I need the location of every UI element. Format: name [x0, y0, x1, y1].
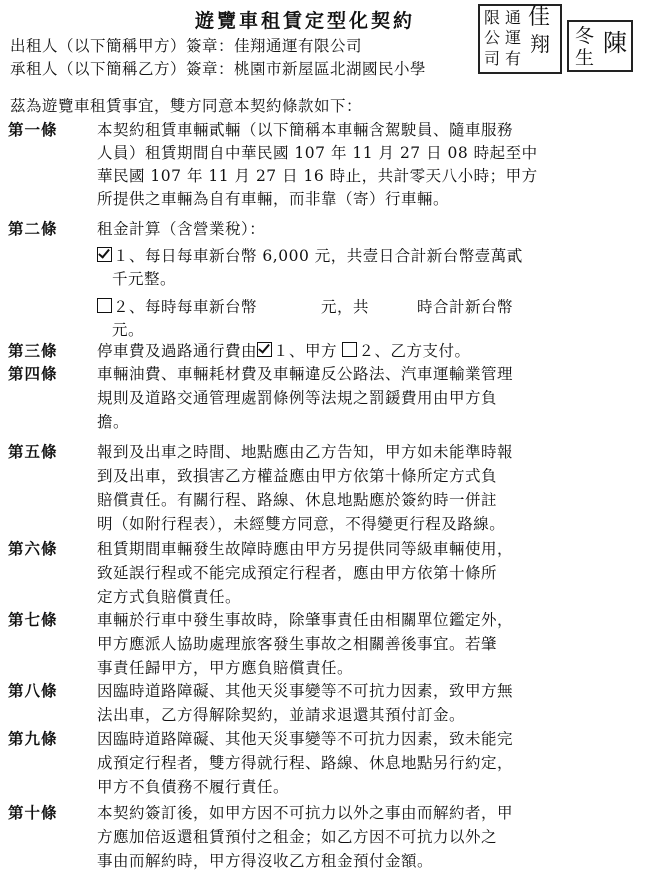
checkbox-hourly[interactable] [97, 298, 112, 313]
article-1-line: 人員）租賃期間自中華民國 107 年 11 月 27 日 08 時起至中 [97, 144, 538, 162]
article-10-label: 第十條 [8, 803, 58, 822]
article-5-line: 明（如附行程表），未經雙方同意，不得變更行程及路線。 [97, 515, 506, 533]
intro-text: 茲為遊覽車租賃事宜，雙方同意本契約條款如下： [10, 97, 363, 115]
article-2-option-2-cont: 元。 [112, 321, 145, 339]
article-3-line: 停車費及過路通行費由 １、甲方 ２、乙方支付。 [97, 342, 471, 360]
article-2-option-1: １、每日每車新台幣 6,000 元，共壹日合計新台幣壹萬貳 [97, 244, 523, 266]
article-2-label: 第二條 [8, 219, 58, 238]
article-3-label: 第三條 [8, 341, 58, 360]
article-9-line: 成預定行程者，雙方得就行程、路線、休息地點另行約定， [97, 754, 514, 772]
article-4-line: 擔。 [97, 413, 130, 431]
article-2-line: 租金計算（含營業稅）： [97, 220, 266, 238]
article-6-line: 租賃期間車輛發生故障時應由甲方另提供同等級車輛使用， [97, 540, 514, 558]
checkbox-lessor-pays-checked[interactable] [257, 342, 272, 357]
article-5-line: 賠償責任。有關行程、路線、休息地點應於簽約時一併註 [97, 491, 498, 509]
article-7-line: 車輛於行車中發生事故時，除肇事責任由相關單位鑑定外， [97, 611, 514, 629]
article-8-line: 因臨時道路障礙、其他天災事變等不可抗力因素，致甲方無 [97, 682, 514, 700]
article-4-line: 規則及道路交通管理處罰條例等法規之罰鍰費用由甲方負 [97, 389, 498, 407]
article-4-line: 車輛油費、車輛耗材費及車輛違反公路法、汽車運輸業管理 [97, 365, 514, 383]
article-10-line: 本契約簽訂後，如甲方因不可抗力以外之事由而解約者，甲 [97, 804, 514, 822]
article-9-line: 因臨時道路障礙、其他天災事變等不可抗力因素，致未能完 [97, 730, 514, 748]
lessee-line: 承租人（以下簡稱乙方）簽章：桃園市新屋區北湖國民小學 [10, 60, 427, 78]
article-9-label: 第九條 [8, 729, 58, 748]
article-5-line: 報到及出車之時間、地點應由乙方告知，甲方如未能準時報 [97, 443, 514, 461]
article-1-line: 華民國 107 年 11 月 27 日 16 時止，共計零天八小時；甲方 [97, 167, 538, 185]
article-6-line: 致延誤行程或不能完成預定行程者，應由甲方依第十條所 [97, 564, 498, 582]
article-5-label: 第五條 [8, 442, 58, 461]
checkbox-daily-checked[interactable] [97, 247, 112, 262]
article-1-line: 所提供之車輛為自有車輛，而非靠（寄）行車輛。 [97, 190, 450, 208]
company-seal: 限 通 佳 公 運 翔 司 有 [478, 4, 562, 74]
article-5-line: 到及出車，致損害乙方權益應由甲方依第十條所定方式負 [97, 467, 498, 485]
personal-seal: 冬 陳 生 [567, 20, 633, 72]
article-4-label: 第四條 [8, 364, 58, 383]
article-10-line: 事由而解約時，甲方得沒收乙方租金預付金額。 [97, 852, 434, 870]
article-1-label: 第一條 [8, 120, 58, 139]
article-7-label: 第七條 [8, 610, 58, 629]
article-8-line: 法出車，乙方得解除契約，並請求退還其預付訂金。 [97, 706, 466, 724]
article-1-line: 本契約租賃車輛貳輛（以下簡稱本車輛含駕駛員、隨車服務 [97, 121, 514, 139]
document-title: 遊覽車租賃定型化契約 [195, 10, 416, 32]
lessor-line: 出租人（以下簡稱甲方）簽章：佳翔通運有限公司 [10, 37, 363, 55]
article-6-label: 第六條 [8, 539, 58, 558]
article-2-option-1-cont: 千元整。 [112, 270, 177, 288]
article-8-label: 第八條 [8, 681, 58, 700]
article-9-line: 甲方不負債務不履行責任。 [97, 778, 290, 796]
article-2-option-2: ２、每時每車新台幣 元，共 時合計新台幣 [97, 295, 513, 317]
article-7-line: 事責任歸甲方，甲方應負賠償責任。 [97, 659, 354, 677]
checkbox-lessee-pays[interactable] [342, 342, 357, 357]
article-6-line: 定方式負賠償責任。 [97, 588, 242, 606]
article-7-line: 甲方應派人協助處理旅客發生事故之相關善後事宜。若肇 [97, 635, 498, 653]
article-10-line: 方應加倍返還租賃預付之租金；如乙方因不可抗力以外之 [97, 828, 498, 846]
